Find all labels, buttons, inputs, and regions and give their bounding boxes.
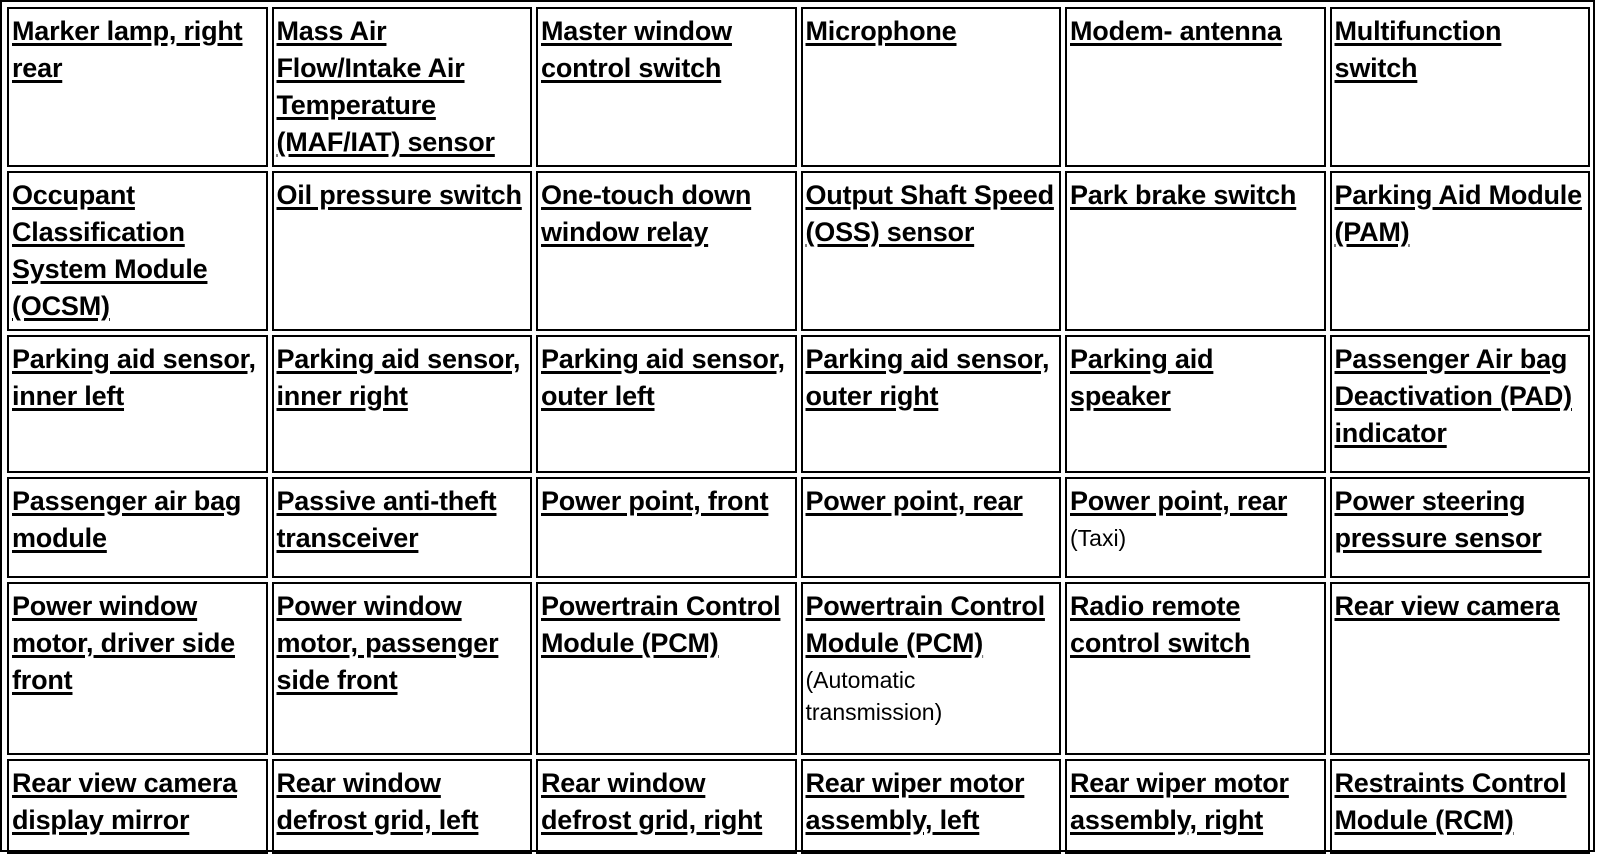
table-cell (272, 477, 533, 578)
component-link[interactable]: Microphone (805, 16, 957, 46)
component-link[interactable]: Passive anti-theft transceiver (276, 486, 497, 553)
table-cell (7, 171, 268, 331)
table-cell (536, 171, 797, 331)
component-link[interactable]: Park brake switch (1070, 180, 1297, 210)
component-link[interactable]: Rear wiper motor assembly, right (1070, 768, 1289, 835)
table-cell (7, 759, 268, 854)
component-link[interactable]: Rear view camera display mirror (12, 768, 237, 835)
component-link[interactable]: Parking aid sensor, outer left (541, 344, 785, 411)
component-note: (Automatic transmission) (805, 667, 943, 725)
table-cell (1065, 582, 1326, 755)
component-note: (Taxi) (1070, 525, 1127, 551)
table-cell (1330, 582, 1591, 755)
table-cell (272, 582, 533, 755)
table-cell (7, 477, 268, 578)
component-link[interactable]: Radio remote control switch (1070, 591, 1251, 658)
table-cell (801, 582, 1062, 755)
table-cell (801, 7, 1062, 167)
component-link[interactable]: Power point, rear (1070, 486, 1288, 516)
component-link[interactable]: Powertrain Control Module (PCM) (541, 591, 781, 658)
table-cell (272, 335, 533, 473)
table-cell (801, 335, 1062, 473)
component-link[interactable]: Occupant Classification System Module (OCSM) (12, 180, 208, 321)
table-cell (801, 477, 1062, 578)
component-link[interactable]: Power point, rear (805, 486, 1023, 516)
component-link[interactable]: Rear wiper motor assembly, left (805, 768, 1025, 835)
table-cell (536, 582, 797, 755)
table-cell (7, 582, 268, 755)
table-cell (7, 7, 268, 167)
component-link[interactable]: Parking aid sensor, inner left (12, 344, 256, 411)
component-link[interactable]: Oil pressure switch (276, 180, 522, 210)
table-cell (1065, 335, 1326, 473)
table-cell (272, 171, 533, 331)
table-cell (1330, 7, 1591, 167)
table-row (7, 477, 1590, 578)
table-cell (1330, 335, 1591, 473)
component-link[interactable]: Restraints Control Module (RCM) (1334, 768, 1567, 835)
component-link[interactable]: Power point, front (541, 486, 769, 516)
component-link[interactable]: Power window motor, driver side front (12, 591, 235, 695)
component-location-table (3, 3, 1594, 858)
component-link[interactable]: One-touch down window relay (541, 180, 752, 247)
table-cell (1330, 759, 1591, 854)
table-cell (1065, 171, 1326, 331)
component-link[interactable]: Parking Aid Module (PAM) (1334, 180, 1582, 247)
component-link[interactable]: Parking aid speaker (1070, 344, 1214, 411)
table-cell (1065, 7, 1326, 167)
table-cell (536, 759, 797, 854)
table-cell (1065, 759, 1326, 854)
component-link[interactable]: Passenger air bag module (12, 486, 242, 553)
component-link[interactable]: Powertrain Control Module (PCM) (805, 591, 1045, 658)
table-cell (801, 171, 1062, 331)
table-cell (536, 7, 797, 167)
table-cell (272, 759, 533, 854)
component-link[interactable]: Marker lamp, right rear (12, 16, 243, 83)
component-link[interactable]: Output Shaft Speed (OSS) sensor (805, 180, 1054, 247)
component-link[interactable]: Multifunction switch (1334, 16, 1502, 83)
component-link[interactable]: Passenger Air bag Deactivation (PAD) indicator (1334, 344, 1572, 448)
component-link[interactable]: Master window control switch (541, 16, 732, 83)
table-cell (272, 7, 533, 167)
component-link[interactable]: Power steering pressure sensor (1334, 486, 1542, 553)
component-link[interactable]: Rear view camera (1334, 591, 1560, 621)
table-cell (801, 759, 1062, 854)
table-cell (1065, 477, 1326, 578)
component-link[interactable]: Rear window defrost grid, left (276, 768, 479, 835)
table-cell (7, 335, 268, 473)
table-cell (1330, 477, 1591, 578)
component-link[interactable]: Mass Air Flow/Intake Air Temperature (MAF/IAT) sensor (276, 16, 495, 157)
component-link[interactable]: Rear window defrost grid, right (541, 768, 763, 835)
component-link[interactable]: Modem- antenna (1070, 16, 1282, 46)
component-link[interactable]: Parking aid sensor, inner right (276, 344, 521, 411)
component-link[interactable]: Power window motor, passenger side front (276, 591, 499, 695)
table-row (7, 582, 1590, 755)
table-cell (536, 335, 797, 473)
table-row (7, 335, 1590, 473)
table-row (7, 171, 1590, 331)
component-link[interactable]: Parking aid sensor, outer right (805, 344, 1050, 411)
table-cell (536, 477, 797, 578)
table-row (7, 7, 1590, 167)
table-cell (1330, 171, 1591, 331)
table-row (7, 759, 1590, 854)
